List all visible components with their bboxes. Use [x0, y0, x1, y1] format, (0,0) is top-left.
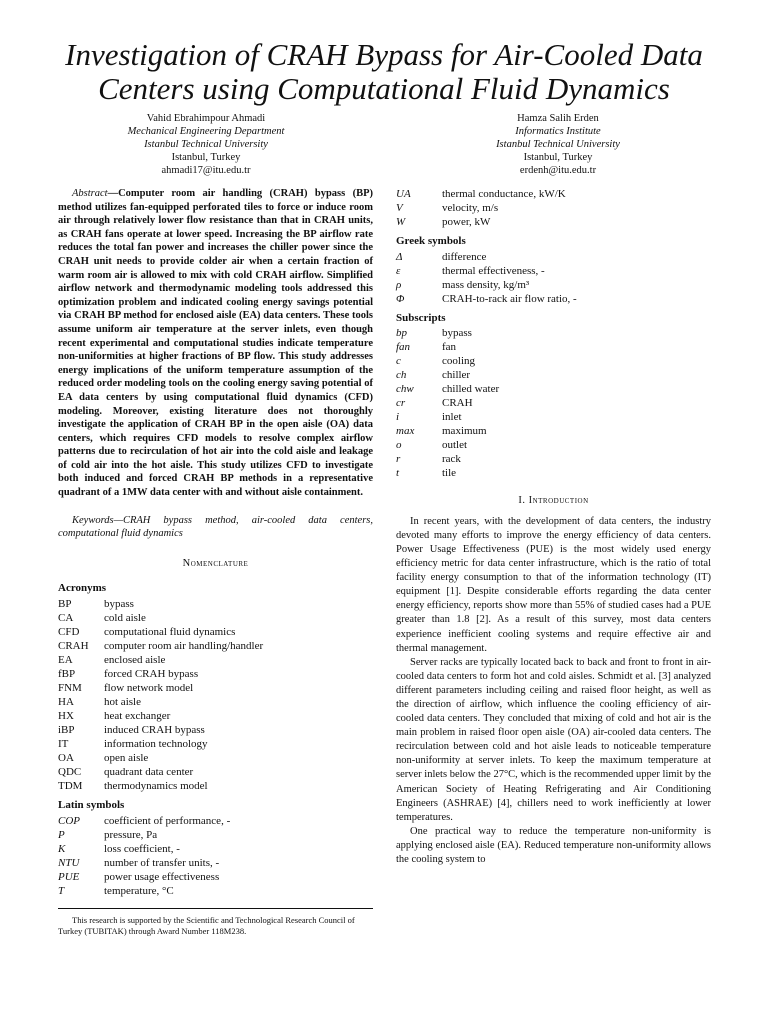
nomenclature-term: Φ [396, 292, 405, 305]
nomenclature-definition: chiller [442, 369, 471, 382]
author-univ: Istanbul Technical University [496, 139, 620, 150]
author-city: Istanbul, Turkey [171, 152, 241, 163]
nomenclature-definition: tile [442, 467, 457, 480]
nomenclature-term: FNM [58, 682, 82, 695]
nomenclature-term: ch [396, 369, 407, 382]
nomenclature-row [396, 354, 711, 368]
nomenclature-definition: pressure, Pa [104, 828, 158, 841]
nomenclature-term: BP [58, 598, 72, 611]
author-block-2 [408, 112, 708, 177]
author-email: erdenh@itu.edu.tr [519, 165, 597, 176]
nomenclature-row [58, 667, 373, 681]
author-dept: Informatics Institute [515, 126, 601, 137]
nomenclature-row [396, 452, 711, 466]
nomenclature-term: CRAH [58, 640, 89, 653]
nomenclature-row [396, 368, 711, 382]
nomenclature-definition: computer room air handling/handler [104, 640, 264, 653]
nomenclature-definition: maximum [442, 425, 487, 438]
author-dept: Mechanical Engineering Department [127, 126, 285, 137]
abstract-body: —Computer room air handling (CRAH) bypass (BP) method utilizes fan-equipped perforated tiles to force or induce room air through relatively lower flow resistance than that in CRAH units, as CRAH fans operate at lower speed. Increasing the BP airflow rate reduces the total fan power and increases the chiller power since the CRAH unit needs to provide colder air when a certain fraction of warm room air is allowed to mix with cold CRAH airflow. Simplified airflow network and thermodynamic modeling tools addressed this optimization problem and indicated cooling energy savings potential via CRAH BP method for enclosed aisle (EA) data centers. These tools assume uniform air temperature at the server inlets, even though recent experimental and computational studies indicate temperature non-uniformities at higher fractions of BP flow. This study addresses energy implications of the uniform temperature assumption of the reduced order modeling tools on the cooling energy saving potential of EA data centers by using computational fluid dynamics (CFD) modeling. Moreover, existing literature does not thoroughly investigate the application of CRAH BP in the open aisle (OA) data centers, which requires CFD models to resolve complex airflow patterns due to recirculation of hot air into the cold aisle and leakage of cold air into the hot aisle. This study utilizes CFD to investigate both induced and forced CRAH BP methods in a representative quadrant of a 1MW data center with and without aisle containment. [58, 188, 373, 499]
nomenclature-row [58, 709, 373, 723]
nomenclature-row [58, 611, 373, 625]
nomenclature-row [58, 814, 373, 828]
nomenclature-row [58, 737, 373, 751]
nomenclature-row [58, 751, 373, 765]
nomenclature-definition: inlet [442, 411, 462, 424]
nomenclature-term: c [396, 355, 401, 368]
nomenclature-row [396, 340, 711, 354]
nomenclature-term: IT [58, 738, 69, 751]
nomenclature-definition: power usage effectiveness [104, 870, 220, 883]
nomenclature-definition: flow network model [104, 682, 194, 695]
nomenclature-term: T [58, 884, 65, 897]
nomenclature-row [396, 326, 711, 340]
nomenclature-term: COP [58, 814, 80, 827]
footnote-rule [58, 908, 373, 909]
nomenclature-term: HX [58, 710, 74, 723]
nomenclature-definition: thermal conductance, kW/K [442, 188, 566, 200]
nomenclature-term: bp [396, 327, 407, 340]
nomenclature-definition: computational fluid dynamics [104, 626, 236, 639]
nomenclature-definition: bypass [104, 598, 134, 611]
nomenclature-row [396, 215, 711, 229]
nomenclature-definition: induced CRAH bypass [104, 724, 205, 737]
latin-list [58, 814, 373, 898]
nomenclature-term: chw [396, 383, 414, 396]
footnote: This research is supported by the Scientific and Technological Research Council of Turkey (TUBITAK) through Award Number 118M238. [58, 914, 355, 936]
nomenclature-row [396, 410, 711, 424]
nomenclature-term: o [396, 439, 402, 452]
nomenclature-term: CA [58, 612, 74, 625]
author-univ: Istanbul Technical University [144, 139, 268, 150]
nomenclature-term: PUE [58, 870, 80, 883]
nomenclature-term: P [58, 828, 65, 841]
nomenclature-term: t [396, 467, 400, 480]
nomenclature-definition: cooling [442, 355, 475, 368]
subscripts-list [396, 326, 711, 480]
nomenclature-definition: difference [442, 250, 487, 263]
nomenclature-row [58, 723, 373, 737]
nomenclature-row [58, 765, 373, 779]
nomenclature-term: ε [396, 264, 401, 277]
nomenclature-definition: power, kW [442, 216, 491, 228]
nomenclature-definition: quadrant data center [104, 766, 194, 779]
acronyms-heading: Acronyms [58, 582, 107, 595]
nomenclature-term: max [396, 425, 415, 438]
nomenclature-definition: temperature, °C [104, 884, 174, 897]
nomenclature-definition: heat exchanger [104, 710, 171, 723]
nomenclature-term: CFD [58, 626, 80, 639]
nomenclature-term: fBP [58, 668, 76, 681]
nomenclature-term: i [396, 411, 400, 424]
author-name: Hamza Salih Erden [517, 113, 599, 124]
nomenclature-definition: number of transfer units, - [104, 856, 220, 869]
nomenclature-row [396, 187, 711, 201]
nomenclature-term: EA [58, 654, 73, 667]
nomenclature-definition: information technology [104, 738, 208, 751]
introduction-heading: I. Introduction [518, 495, 589, 507]
nomenclature-row [58, 639, 373, 653]
nomenclature-row [396, 438, 711, 452]
nomenclature-term: Δ [396, 250, 403, 263]
nomenclature-term: cr [396, 397, 406, 410]
nomenclature-term: iBP [58, 724, 75, 737]
nomenclature-definition: thermal effectiveness, - [442, 264, 545, 277]
nomenclature-definition: coefficient of performance, - [104, 814, 231, 827]
nomenclature-row [58, 681, 373, 695]
author-block-1 [56, 112, 356, 177]
nomenclature-definition: outlet [442, 439, 468, 452]
latin-list-continued [396, 187, 711, 229]
nomenclature-row [58, 842, 373, 856]
nomenclature-term: UA [396, 188, 411, 200]
nomenclature-term: r [396, 453, 401, 466]
nomenclature-definition: mass density, kg/m³ [442, 278, 530, 291]
author-city: Istanbul, Turkey [523, 152, 593, 163]
nomenclature-definition: loss coefficient, - [104, 842, 180, 855]
nomenclature-row [58, 625, 373, 639]
nomenclature-row [396, 424, 711, 438]
nomenclature-definition: open aisle [104, 752, 149, 765]
nomenclature-definition: velocity, m/s [442, 202, 499, 214]
subscripts-heading: Subscripts [396, 311, 446, 324]
greek-list [396, 250, 711, 306]
greek-heading: Greek symbols [396, 235, 466, 247]
introduction-paragraph: One practical way to reduce the temperature non-uniformity is applying enclosed aisle (EA). Reduced temperature non-uniformity allows the cooling system to [396, 825, 711, 866]
nomenclature-definition: rack [442, 453, 461, 466]
nomenclature-row [396, 382, 711, 396]
nomenclature-definition: chilled water [442, 383, 500, 396]
nomenclature-row [396, 264, 711, 278]
nomenclature-term: QDC [58, 766, 82, 779]
nomenclature-definition: hot aisle [104, 696, 141, 709]
nomenclature-heading: Nomenclature [182, 557, 249, 569]
author-name: Vahid Ebrahimpour Ahmadi [146, 113, 266, 124]
nomenclature-definition: cold aisle [104, 612, 146, 625]
left-column [58, 187, 373, 937]
nomenclature-definition: enclosed aisle [104, 654, 166, 667]
abstract-label: Abstract [72, 188, 108, 199]
nomenclature-definition: CRAH-to-rack air flow ratio, - [442, 292, 577, 305]
nomenclature-term: NTU [58, 856, 80, 869]
nomenclature-row [396, 278, 711, 292]
nomenclature-term: W [396, 216, 406, 228]
nomenclature-term: OA [58, 752, 74, 765]
paper-title: Investigation of CRAH Bypass for Air-Cooled Data Centers using Computational Fluid Dynamics [65, 37, 703, 106]
latin-heading: Latin symbols [58, 799, 125, 812]
nomenclature-definition: thermodynamics model [104, 780, 208, 793]
nomenclature-term: HA [58, 696, 74, 709]
nomenclature-row [58, 870, 373, 884]
nomenclature-definition: bypass [442, 327, 472, 340]
nomenclature-term: V [396, 202, 403, 214]
nomenclature-row [58, 779, 373, 793]
nomenclature-row [58, 653, 373, 667]
nomenclature-row [58, 856, 373, 870]
introduction-paragraph: In recent years, with the development of data centers, the industry devoted many efforts to improve the energy efficiency of data centers. Power Usage Effectiveness (PUE) is the most widely used energy efficiency metric for data center infrastructure, which is the ratio of total facility energy consumption to that of the information technology (IT) equipment [1]. Despite considerable efforts regarding the data center energy efficiency, reports show more than 55% of studied cases had a PUE greater than 1.8 [2]. As a result of this survey, most data centers experience inefficient cooling systems and require effective air and thermal management. [396, 515, 711, 654]
right-column [396, 187, 711, 867]
keywords: Keywords—CRAH bypass method, air-cooled data centers, computational fluid dynamics [58, 514, 373, 540]
introduction-body [396, 515, 711, 867]
nomenclature-term: ρ [396, 278, 402, 291]
abstract [58, 187, 373, 500]
nomenclature-row [58, 695, 373, 709]
nomenclature-row [396, 201, 711, 215]
nomenclature-row [396, 396, 711, 410]
nomenclature-term: TDM [58, 780, 83, 793]
nomenclature-term: fan [396, 341, 411, 354]
nomenclature-definition: CRAH [442, 397, 473, 410]
nomenclature-row [396, 292, 711, 306]
nomenclature-definition: forced CRAH bypass [104, 668, 199, 681]
nomenclature-row [58, 828, 373, 842]
author-email: ahmadi17@itu.edu.tr [161, 165, 251, 176]
nomenclature-row [396, 250, 711, 264]
nomenclature-term: K [58, 842, 66, 855]
acronyms-list [58, 597, 373, 793]
nomenclature-definition: fan [442, 341, 457, 354]
nomenclature-row [396, 466, 711, 480]
nomenclature-row [58, 884, 373, 898]
introduction-paragraph: Server racks are typically located back to back and front to front in air-cooled data centers to form hot and cold aisles. Schmidt et al. [3] analyzed different parameters including ceiling and raised floor height, as well as the direction of airflow, which influence the cooling efficiency of air-cooled data centers. They concluded that mixing of cold and hot air is the main problem in raised floor open aisle (OA) air-cooled data centers. The recirculation between cold and hot aisle leads to noticeable temperature non-uniformity at server inlets. To keep the maximum temperature at server inlets below the 27°C, which is the recommended upper limit by the American Society of Heating Refrigerating and Air Conditioning Engineers (ASHRAE) [4], chillers need to work inefficiently at lower temperatures. [396, 656, 711, 823]
nomenclature-row [58, 597, 373, 611]
